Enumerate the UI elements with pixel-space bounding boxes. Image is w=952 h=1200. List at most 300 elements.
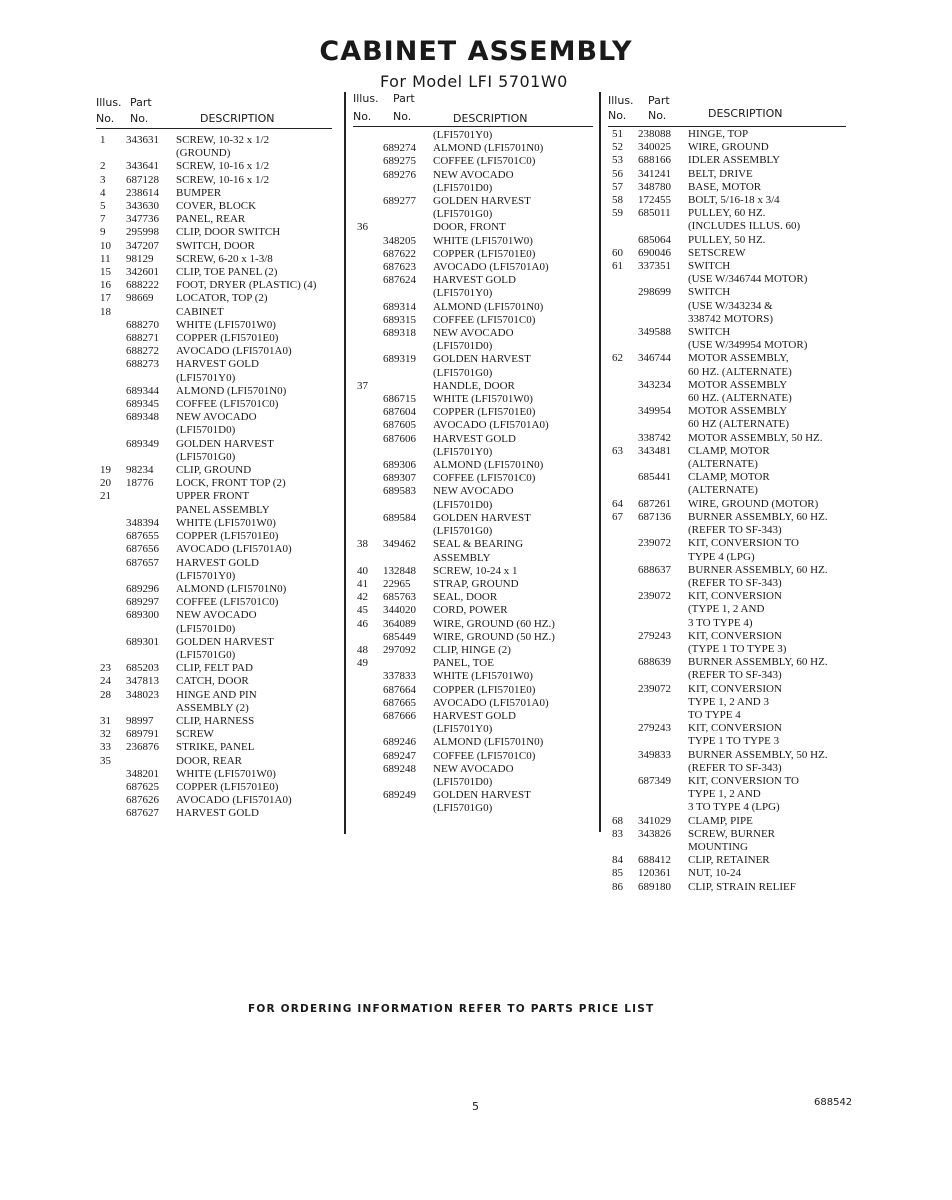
- part-description: CLIP, HINGE (2): [433, 643, 511, 656]
- part-number: 689275: [383, 155, 416, 168]
- part-number: 687136: [638, 510, 671, 523]
- part-description: BELT, DRIVE: [688, 167, 753, 180]
- parts-row: [96, 292, 332, 305]
- part-description: SETSCREW: [688, 246, 746, 259]
- parts-row: [608, 352, 846, 378]
- header-illus-no: No.: [96, 112, 115, 125]
- page-number: 5: [472, 1100, 479, 1113]
- parts-row: [353, 538, 593, 564]
- illus-number: 28: [100, 688, 111, 701]
- parts-row: [96, 464, 332, 477]
- illus-number: 68: [612, 814, 623, 827]
- part-number: 687657: [126, 556, 159, 569]
- part-description: ALMOND (LFI5701N0): [176, 384, 287, 397]
- part-description: HARVEST GOLD: [176, 358, 259, 371]
- part-description: (LFI5701D0): [176, 424, 236, 437]
- parts-row: [608, 498, 846, 511]
- parts-row: [96, 385, 332, 398]
- parts-row: [353, 763, 593, 789]
- part-description: GOLDEN HARVEST: [433, 511, 531, 524]
- part-number: 689246: [383, 736, 416, 749]
- parts-row: [608, 181, 846, 194]
- parts-row: [608, 154, 846, 167]
- header-part-no: No.: [393, 110, 412, 123]
- part-description: 60 HZ. (ALTERNATE): [688, 392, 792, 405]
- part-number: 337833: [383, 670, 416, 683]
- part-number: 343630: [126, 200, 159, 213]
- part-description: KIT, CONVERSION: [688, 682, 782, 695]
- part-description: NEW AVOCADO: [433, 485, 514, 498]
- part-description: (REFER TO SF-343): [688, 761, 782, 774]
- parts-row: [96, 755, 332, 768]
- part-description: NEW AVOCADO: [433, 168, 514, 181]
- part-description: KIT, CONVERSION: [688, 629, 782, 642]
- part-description: (USE W/349954 MOTOR): [688, 339, 808, 352]
- part-description: SCREW, 10-16 x 1/2: [176, 173, 270, 186]
- illus-number: 32: [100, 728, 111, 741]
- part-description: CLAMP, PIPE: [688, 814, 753, 827]
- part-description: TO TYPE 4: [688, 708, 741, 721]
- parts-row: [96, 266, 332, 279]
- part-description: HARVEST GOLD: [433, 432, 516, 445]
- parts-row: [96, 134, 332, 160]
- parts-row: [96, 358, 332, 384]
- part-number: 687604: [383, 406, 416, 419]
- part-description: TYPE 1, 2 AND: [688, 788, 761, 801]
- part-description: (REFER TO SF-343): [688, 669, 782, 682]
- part-description: COFFEE (LFI5701C0): [176, 596, 279, 609]
- part-description: NEW AVOCADO: [433, 762, 514, 775]
- part-number: 687624: [383, 274, 416, 287]
- part-description: BURNER ASSEMBLY, 60 HZ.: [688, 563, 828, 576]
- part-description: AVOCADO (LFI5701A0): [433, 261, 549, 274]
- header-illus-no: No.: [353, 110, 372, 123]
- parts-row: [608, 881, 846, 894]
- part-description: IDLER ASSEMBLY: [688, 154, 781, 167]
- part-description: (LFI5701Y0): [433, 723, 493, 736]
- part-description: (LFI5701G0): [176, 648, 236, 661]
- part-number: 685203: [126, 662, 159, 675]
- part-description: (LFI5701G0): [433, 208, 493, 221]
- part-number: 347813: [126, 675, 159, 688]
- part-number: 98234: [126, 464, 154, 477]
- part-description: COVER, BLOCK: [176, 200, 257, 213]
- part-description: ASSEMBLY: [433, 551, 491, 564]
- parts-row: [608, 234, 846, 247]
- part-number: 689349: [126, 437, 159, 450]
- header-description: DESCRIPTION: [453, 112, 528, 125]
- part-description: (LFI5701D0): [433, 181, 493, 194]
- part-description: (INCLUDES ILLUS. 60): [688, 220, 801, 233]
- part-description: COPPER (LFI5701E0): [433, 247, 536, 260]
- parts-row: [96, 174, 332, 187]
- parts-row: [96, 411, 332, 437]
- part-description: WHITE (LFI5701W0): [433, 670, 533, 683]
- part-description: SCREW, 6-20 x 1-3/8: [176, 252, 273, 265]
- part-number: 689584: [383, 511, 416, 524]
- part-description: DOOR, FRONT: [433, 221, 506, 234]
- parts-row: [96, 728, 332, 741]
- part-description: KIT, CONVERSION TO: [688, 774, 799, 787]
- parts-row: [96, 794, 332, 807]
- part-description: 60 HZ (ALTERNATE): [688, 418, 790, 431]
- part-description: NEW AVOCADO: [433, 327, 514, 340]
- part-description: CABINET: [176, 305, 224, 318]
- part-number: 338742: [638, 431, 671, 444]
- part-number: 349588: [638, 326, 671, 339]
- part-number: 685441: [638, 471, 671, 484]
- part-number: 689306: [383, 459, 416, 472]
- part-description: (TYPE 1 TO TYPE 3): [688, 642, 787, 655]
- header-illus-no: No.: [608, 109, 627, 122]
- header-part: Part: [130, 96, 152, 109]
- column-header: [608, 92, 846, 127]
- parts-row: [96, 345, 332, 358]
- part-description: CLAMP, MOTOR: [688, 471, 770, 484]
- part-description: WIRE, GROUND: [688, 141, 769, 154]
- part-description: KIT, CONVERSION TO: [688, 537, 799, 550]
- part-description: BOLT, 5/16-18 x 3/4: [688, 194, 780, 207]
- illus-number: 24: [100, 675, 111, 688]
- part-description: 60 HZ. (ALTERNATE): [688, 365, 792, 378]
- part-number: 687626: [126, 794, 159, 807]
- part-number: 239072: [638, 537, 671, 550]
- illus-number: 1: [100, 134, 106, 146]
- illus-number: 40: [357, 564, 368, 577]
- parts-row: [608, 656, 846, 682]
- part-description: WHITE (LFI5701W0): [433, 393, 533, 406]
- model-subtitle: For Model LFI 5701W0: [380, 72, 568, 91]
- part-description: (LFI5701Y0): [433, 287, 493, 300]
- header-illus: Illus.: [353, 92, 379, 105]
- part-number: 364089: [383, 617, 416, 630]
- part-description: (LFI5701D0): [433, 498, 493, 511]
- parts-row: [608, 828, 846, 854]
- part-description: ALMOND (LFI5701N0): [433, 300, 544, 313]
- parts-row: [353, 380, 593, 393]
- column-header: [353, 92, 593, 127]
- part-description: AVOCADO (LFI5701A0): [176, 543, 292, 556]
- part-number: 342601: [126, 266, 159, 279]
- part-description: BASE, MOTOR: [688, 180, 762, 193]
- part-number: 687623: [383, 261, 416, 274]
- header-illus: Illus.: [96, 96, 122, 109]
- part-description: CLAMP, MOTOR: [688, 444, 770, 457]
- illus-number: 5: [100, 200, 106, 213]
- parts-row: [96, 319, 332, 332]
- parts-row: [353, 604, 593, 617]
- part-description: TYPE 1 TO TYPE 3: [688, 735, 780, 748]
- part-number: 687606: [383, 432, 416, 445]
- part-description: PANEL, REAR: [176, 213, 246, 226]
- parts-row: [96, 187, 332, 200]
- header-illus: Illus.: [608, 94, 634, 107]
- part-number: 238614: [126, 186, 159, 199]
- part-number: 689345: [126, 398, 159, 411]
- part-number: 279243: [638, 722, 671, 735]
- parts-row: [96, 741, 332, 754]
- illus-number: 48: [357, 643, 368, 656]
- part-description: NEW AVOCADO: [176, 609, 257, 622]
- illus-number: 62: [612, 352, 623, 365]
- part-description: AVOCADO (LFI5701A0): [433, 696, 549, 709]
- part-description: HARVEST GOLD: [176, 807, 259, 820]
- parts-row: [353, 353, 593, 379]
- part-number: 239072: [638, 590, 671, 603]
- parts-row: [96, 636, 332, 662]
- illus-number: 35: [100, 754, 111, 767]
- part-number: 343641: [126, 160, 159, 173]
- illus-number: 33: [100, 741, 111, 754]
- illus-number: 21: [100, 490, 111, 503]
- part-description: SWITCH: [688, 286, 731, 299]
- parts-row: [608, 141, 846, 154]
- parts-row: [353, 736, 593, 749]
- illus-number: 19: [100, 464, 111, 477]
- part-number: 349954: [638, 405, 671, 418]
- illus-number: 38: [357, 538, 368, 551]
- part-number: 689277: [383, 195, 416, 208]
- illus-number: 83: [612, 827, 623, 840]
- illus-number: 52: [612, 141, 623, 154]
- part-description: 3 TO TYPE 4 (LPG): [688, 801, 780, 814]
- part-number: 341241: [638, 167, 671, 180]
- parts-row: [608, 630, 846, 656]
- part-number: 344020: [383, 604, 416, 617]
- part-description: (GROUND): [176, 147, 231, 160]
- part-number: 687349: [638, 774, 671, 787]
- illus-number: 45: [357, 604, 368, 617]
- part-number: 689247: [383, 749, 416, 762]
- part-number: 689344: [126, 384, 159, 397]
- part-number: 341029: [638, 814, 671, 827]
- parts-row: [353, 433, 593, 459]
- illus-number: 3: [100, 173, 106, 186]
- parts-row: [96, 557, 332, 583]
- column-divider: [599, 92, 601, 832]
- illus-number: 63: [612, 444, 623, 457]
- part-description: (REFER TO SF-343): [688, 524, 782, 537]
- column-header: [96, 94, 332, 129]
- illus-number: 53: [612, 154, 623, 167]
- parts-row: [353, 789, 593, 815]
- part-description: GOLDEN HARVEST: [433, 353, 531, 366]
- header-description: DESCRIPTION: [200, 112, 275, 125]
- illus-number: 31: [100, 714, 111, 727]
- part-description: WIRE, GROUND (60 HZ.): [433, 617, 555, 630]
- illus-number: 84: [612, 854, 623, 867]
- part-description: GOLDEN HARVEST: [433, 195, 531, 208]
- header-part-no: No.: [648, 109, 667, 122]
- parts-column-2: [353, 92, 593, 816]
- part-number: 689319: [383, 353, 416, 366]
- part-description: (LFI5701D0): [176, 622, 236, 635]
- part-number: 689300: [126, 609, 159, 622]
- part-description: (LFI5701D0): [433, 340, 493, 353]
- part-description: STRAP, GROUND: [433, 577, 519, 590]
- parts-row: [353, 684, 593, 697]
- parts-row: [353, 142, 593, 155]
- parts-row: [353, 591, 593, 604]
- part-description: CLIP, HARNESS: [176, 714, 255, 727]
- part-description: PULLEY, 60 HZ.: [688, 207, 766, 220]
- parts-row: [608, 260, 846, 286]
- parts-row: [608, 775, 846, 815]
- part-number: 689301: [126, 635, 159, 648]
- part-description: COFFEE (LFI5701C0): [433, 313, 536, 326]
- illus-number: 9: [100, 226, 106, 239]
- part-number: 298699: [638, 286, 671, 299]
- parts-row: [608, 168, 846, 181]
- part-description: (REFER TO SF-343): [688, 576, 782, 589]
- illus-number: 16: [100, 279, 111, 292]
- parts-row: [353, 657, 593, 670]
- part-number: 343826: [638, 827, 671, 840]
- part-number: 689791: [126, 728, 159, 741]
- part-number: 172455: [638, 194, 671, 207]
- parts-row: [96, 609, 332, 635]
- part-description: NUT, 10-24: [688, 867, 741, 880]
- part-number: 688639: [638, 656, 671, 669]
- parts-row: [608, 683, 846, 723]
- part-description: ALMOND (LFI5701N0): [176, 582, 287, 595]
- part-description: COFFEE (LFI5701C0): [433, 472, 536, 485]
- part-number: 687627: [126, 807, 159, 820]
- parts-row: [608, 511, 846, 537]
- part-number: 295998: [126, 226, 159, 239]
- parts-row: [608, 867, 846, 880]
- part-number: 689583: [383, 485, 416, 498]
- part-description: DOOR, REAR: [176, 754, 243, 767]
- illus-number: 64: [612, 497, 623, 510]
- part-description: SCREW, 10-24 x 1: [433, 564, 518, 577]
- part-number: 688273: [126, 358, 159, 371]
- parts-column-3: [608, 92, 846, 894]
- parts-row: [608, 722, 846, 748]
- part-description: ALMOND (LFI5701N0): [433, 736, 544, 749]
- part-number: 349833: [638, 748, 671, 761]
- part-number: 687625: [126, 780, 159, 793]
- parts-row: [96, 332, 332, 345]
- parts-row: [353, 274, 593, 300]
- part-number: 689276: [383, 168, 416, 181]
- part-number: 98997: [126, 714, 154, 727]
- part-description: HARVEST GOLD: [176, 556, 259, 569]
- parts-row: [96, 543, 332, 556]
- illus-number: 36: [357, 221, 368, 234]
- part-description: SCREW, BURNER: [688, 827, 776, 840]
- part-description: LOCATOR, TOP (2): [176, 292, 268, 305]
- parts-row: [353, 169, 593, 195]
- part-number: 687666: [383, 709, 416, 722]
- part-number: 689274: [383, 142, 416, 155]
- part-description: NEW AVOCADO: [176, 411, 257, 424]
- part-description: CLIP, GROUND: [176, 464, 252, 477]
- part-description: AVOCADO (LFI5701A0): [433, 419, 549, 432]
- part-description: CLIP, DOOR SWITCH: [176, 226, 281, 239]
- part-description: WIRE, GROUND (50 HZ.): [433, 630, 555, 643]
- part-number: 688222: [126, 279, 159, 292]
- parts-row: [353, 248, 593, 261]
- parts-row: [353, 472, 593, 485]
- illus-number: 60: [612, 246, 623, 259]
- parts-row: [353, 301, 593, 314]
- parts-row: [608, 537, 846, 563]
- illus-number: 86: [612, 880, 623, 893]
- illus-number: 51: [612, 128, 623, 140]
- part-number: 279243: [638, 629, 671, 642]
- parts-row: [96, 398, 332, 411]
- part-description: (LFI5701G0): [433, 802, 493, 815]
- parts-row: [608, 590, 846, 630]
- parts-column-1: [96, 94, 332, 821]
- part-number: 236876: [126, 741, 159, 754]
- part-description: (LFI5701D0): [433, 775, 493, 788]
- part-description: SCREW: [176, 728, 214, 741]
- parts-row: [96, 160, 332, 173]
- part-description: PULLEY, 50 HZ.: [688, 233, 766, 246]
- part-description: WHITE (LFI5701W0): [176, 318, 276, 331]
- part-description: UPPER FRONT: [176, 490, 250, 503]
- part-number: 687261: [638, 497, 671, 510]
- illus-number: 17: [100, 292, 111, 305]
- part-description: CLIP, RETAINER: [688, 854, 770, 867]
- parts-row: [608, 854, 846, 867]
- part-description: SEAL, DOOR: [433, 591, 498, 604]
- part-description: BURNER ASSEMBLY, 50 HZ.: [688, 748, 828, 761]
- part-description: AVOCADO (LFI5701A0): [176, 794, 292, 807]
- part-description: GOLDEN HARVEST: [433, 789, 531, 802]
- part-description: BUMPER: [176, 186, 222, 199]
- parts-row: [353, 644, 593, 657]
- parts-row: [96, 781, 332, 794]
- part-number: 685064: [638, 233, 671, 246]
- illus-number: 4: [100, 186, 106, 199]
- part-description: TYPE 4 (LPG): [688, 550, 755, 563]
- illus-number: 49: [357, 657, 368, 670]
- parts-row: [353, 129, 593, 142]
- part-number: 688271: [126, 332, 159, 345]
- part-number: 689318: [383, 327, 416, 340]
- part-number: 347736: [126, 213, 159, 226]
- part-description: KIT, CONVERSION: [688, 590, 782, 603]
- part-number: 689296: [126, 582, 159, 595]
- parts-row: [353, 485, 593, 511]
- part-description: (LFI5701G0): [433, 525, 493, 538]
- illus-number: 11: [100, 252, 111, 265]
- parts-row: [353, 459, 593, 472]
- illus-number: 18: [100, 305, 111, 318]
- part-description: MOTOR ASSEMBLY: [688, 378, 788, 391]
- part-description: KIT, CONVERSION: [688, 722, 782, 735]
- part-number: 22965: [383, 577, 411, 590]
- header-description: DESCRIPTION: [708, 107, 783, 120]
- part-description: WIRE, GROUND (MOTOR): [688, 497, 819, 510]
- part-number: 689249: [383, 789, 416, 802]
- column-divider: [344, 92, 346, 834]
- illus-number: 61: [612, 260, 623, 273]
- part-description: COPPER (LFI5701E0): [176, 332, 279, 345]
- parts-row: [608, 815, 846, 828]
- part-description: HARVEST GOLD: [433, 709, 516, 722]
- part-number: 98129: [126, 252, 154, 265]
- part-number: 346744: [638, 352, 671, 365]
- illus-number: 7: [100, 213, 106, 226]
- part-number: 689314: [383, 300, 416, 313]
- parts-row: [96, 768, 332, 781]
- part-number: 343234: [638, 378, 671, 391]
- part-description: (LFI5701G0): [176, 450, 236, 463]
